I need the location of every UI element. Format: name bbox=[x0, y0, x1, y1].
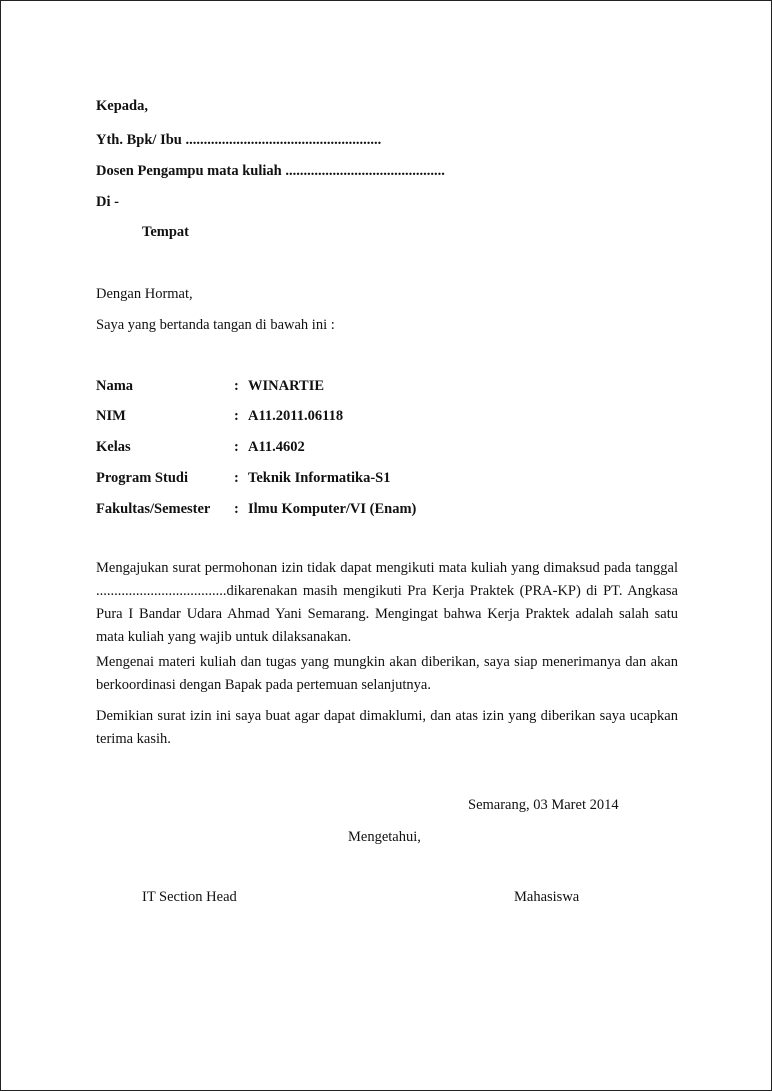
body-paragraph-1: Mengajukan surat permohonan izin tidak dapat mengikuti mata kuliah yang dimaksud pada tanggal ....................................dikarenakan masih mengikuti Pra Kerja Praktek (PRA-KP) di PT. Angkasa Pura I Bandar Udara Ahmad Yani Semarang. Mengingat bahwa Kerja Praktek adalah salah satu mata kuliah yang wajib untuk dilaksanakan. bbox=[96, 560, 678, 645]
recipient-greeting: Kepada, bbox=[96, 98, 148, 114]
identity-value: A11.4602 bbox=[248, 439, 305, 455]
identity-colon: : bbox=[234, 408, 239, 424]
identity-label: NIM bbox=[96, 408, 126, 424]
recipient-dosen: Dosen Pengampu mata kuliah ............................................ bbox=[96, 163, 445, 179]
body-paragraph-2: Mengenai materi kuliah dan tugas yang mungkin akan diberikan, saya siap menerimanya dan akan berkoordinasi dengan Bapak pada pertemuan selanjutnya. bbox=[96, 654, 678, 693]
identity-colon: : bbox=[234, 378, 239, 394]
recipient-tempat: Tempat bbox=[142, 224, 189, 240]
identity-colon: : bbox=[234, 501, 239, 517]
left-signer-title: IT Section Head bbox=[142, 889, 237, 905]
identity-label: Fakultas/Semester bbox=[96, 501, 211, 517]
right-signer-title: Mahasiswa bbox=[514, 889, 580, 905]
intro-text: Saya yang bertanda tangan di bawah ini : bbox=[96, 317, 335, 333]
recipient-di: Di - bbox=[96, 194, 119, 210]
identity-label: Kelas bbox=[96, 439, 131, 455]
recipient-yth: Yth. Bpk/ Ibu ...................................................... bbox=[96, 132, 382, 148]
identity-label: Nama bbox=[96, 378, 134, 394]
place-date: Semarang, 03 Maret 2014 bbox=[468, 797, 619, 813]
mengetahui-label: Mengetahui, bbox=[348, 829, 421, 845]
identity-value: Ilmu Komputer/VI (Enam) bbox=[248, 501, 417, 517]
body-paragraph-3: Demikian surat izin ini saya buat agar dapat dimaklumi, dan atas izin yang diberikan saya ucapkan terima kasih. bbox=[96, 708, 678, 747]
identity-colon: : bbox=[234, 470, 239, 486]
identity-label: Program Studi bbox=[96, 470, 188, 486]
identity-value: Teknik Informatika-S1 bbox=[248, 470, 391, 486]
identity-value: WINARTIE bbox=[248, 378, 325, 394]
identity-value: A11.2011.06118 bbox=[248, 408, 344, 424]
salutation: Dengan Hormat, bbox=[96, 286, 193, 302]
identity-colon: : bbox=[234, 439, 239, 455]
